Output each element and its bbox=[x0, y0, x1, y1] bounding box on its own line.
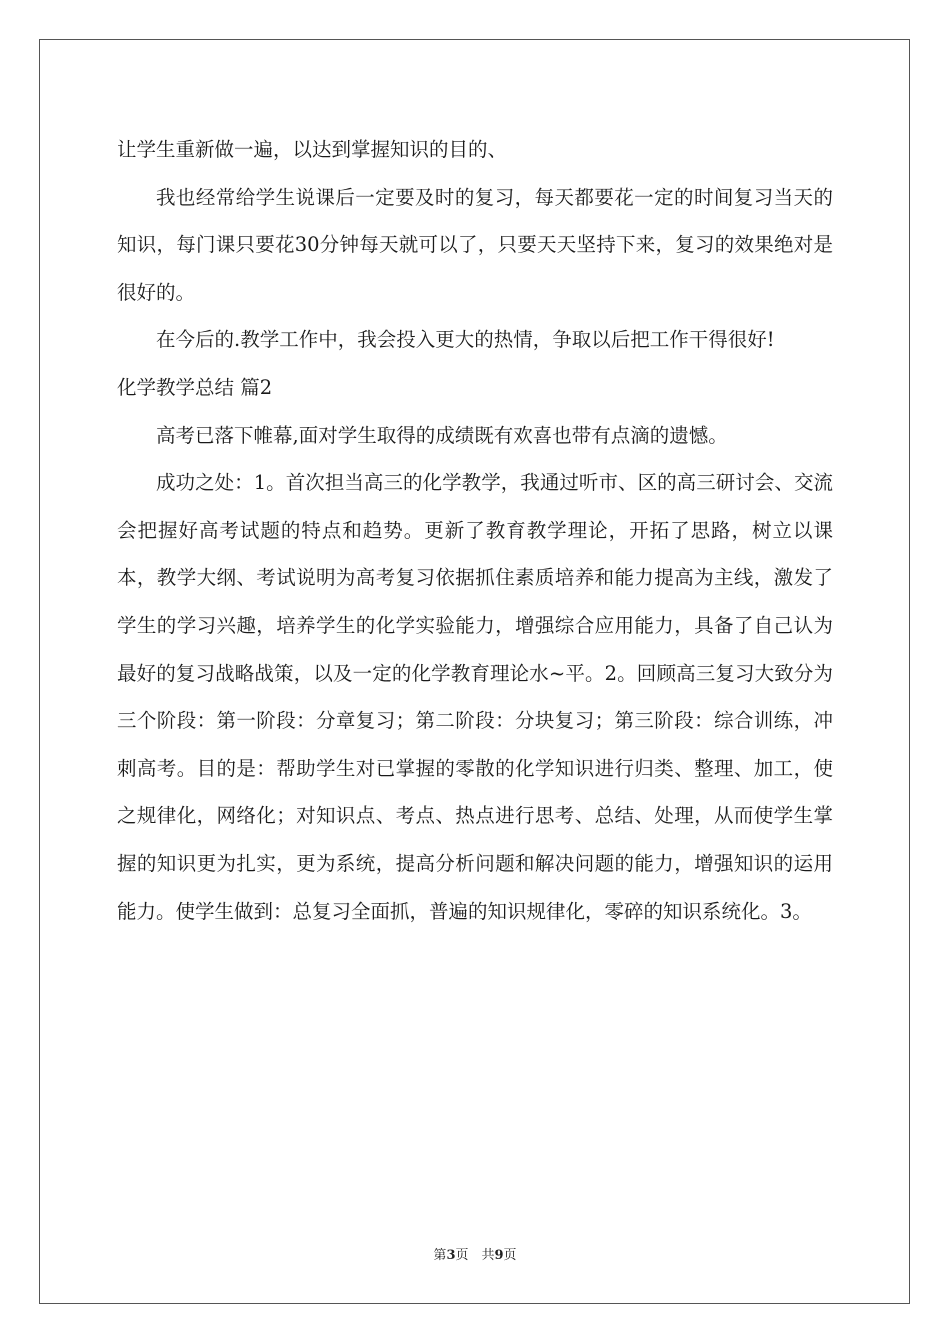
paragraph-3: 在今后的.教学工作中，我会投入更大的热情，争取以后把工作干得很好! bbox=[156, 328, 775, 352]
footer-page-prefix: 第 bbox=[433, 1248, 447, 1263]
footer-page-current: 3 bbox=[446, 1248, 456, 1263]
footer-page-mid: 页 共 bbox=[455, 1248, 495, 1263]
paragraph-4: 高考已落下帷幕,面对学生取得的成绩既有欢喜也带有点滴的遗憾。 bbox=[156, 423, 728, 447]
page-footer bbox=[0, 1246, 950, 1266]
section-heading: 化学教学总结 篇2 bbox=[117, 375, 273, 399]
paragraph-5: 成功之处：1。首次担当高三的化学教学，我通过听市、区的高三研讨会、交流会把握好高考试题的特点和趋势。更新了教育教学理论，开拓了思路，树立以课本，教学大纲、考试说明为高考复习依据抓住素质培养和能力提高为主线，激发了学生的学习兴趣，培养学生的化学实验能力，增强综合应用能力，具备了自己认为最好的复习战略战策，以及一定的化学教育理论水~平。2。回顾高三复习大致分为三个阶段：第一阶段：分章复习；第二阶段：分块复习；第三阶段：综合训练，冲刺高考。目的是：帮助学生对已掌握的零散的化学知识进行归类、整理、加工，使之规律化，网络化；对知识点、考点、热点进行思考、总结、处理，从而使学生掌握的知识更为扎实，更为系统，提高分析问题和解决问题的能力，增强知识的运用能力。使学生做到：总复习全面抓，普遍的知识规律化，零碎的知识系统化。3。 bbox=[117, 471, 833, 923]
footer-page-total: 9 bbox=[494, 1248, 504, 1263]
document-body bbox=[117, 126, 833, 935]
paragraph-1: 让学生重新做一遍，以达到掌握知识的目的、 bbox=[117, 138, 508, 161]
footer-page-suffix: 页 bbox=[503, 1248, 517, 1263]
paragraph-2: 我也经常给学生说课后一定要及时的复习，每天都要花一定的时间复习当天的知识，每门课只要花30分钟每天就可以了，只要天天坚持下来，复习的效果绝对是很好的。 bbox=[117, 185, 833, 304]
